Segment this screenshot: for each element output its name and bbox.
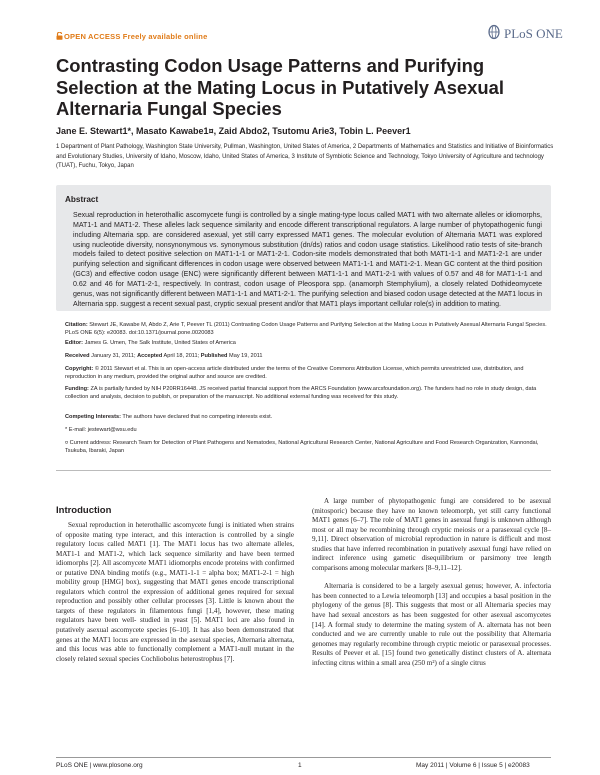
- intro-paragraph: Sexual reproduction in heterothallic ascomycete fungi is initiated when strains of opposite mating type interact, and this interaction is controlled by a single regulatory locus called MAT1 [1]. The MAT1 locus has two alternate alleles, MAT1-1 and MAT1-2, which lack sequence similarity and have been termed idiomorphs [2]. All ascomycete MAT1 idiomorphs encode proteins with confirmed or putative DNA binding motifs (e.g., MAT1-1-1 = alpha box; MAT1-2-1 = high mobility group [HMG] box), suggesting that MAT1 genes encode transcriptional regulators which control the expression of additional genes required for sexual reproduction and possibly other cellular processes [3]. Little is known about the targets of these regulators in filamentous fungi [1,4], however, these mating regulators have been well- studied in yeast [5]. MAT1 loci are also found in putatively asexual ascomycete species [6–10]. It has also been demonstrated that genes at the MAT1 locus are expressed in the asexual species, Alternaria alternata, and this locus was able to functionally complement a MAT1-null mutant in the closely related sexual species Cochliobolus heterostrophus [7].: [56, 521, 294, 663]
- affiliations: 1 Department of Plant Pathology, Washington State University, Pullman, Washington, United States of America, 2 Departments of Mathematics and Statistics and Initiative of Bioinformatics and Evolutionary Studies, University of Idaho, Moscow, Idaho, United States of America, 3 Institute of Symbiotic Science and Technology, Tokyo University of Agriculture and technology (TUAT), Fuchu, Tokyo, Japan: [56, 144, 554, 170]
- divider: [56, 470, 551, 471]
- copyright: Copyright: © 2011 Stewart et al. This is an open-access article distributed under the terms of the Creative Commons Attribution License, which permits unrestricted use, distribution, and reproduction in any medium, provided the original author and source are credited.: [65, 366, 524, 381]
- citation: Citation: Stewart JE, Kawabe M, Abdo Z, Arie T, Peever TL (2011) Contrasting Codon Usage Patterns and Purifying Selection at the Mating Locus in Putatively Asexual Alternaria Fungal Species. PLoS ONE 6(5): e20083. doi:10.1371/journal.pone.0020083: [65, 322, 547, 337]
- dates: Received January 31, 2011; Accepted April 18, 2011; Published May 19, 2011: [65, 353, 263, 359]
- funding: Funding: ZA is partially funded by NIH P20RR16448. JS received partial financial support from the ARCS Foundation (www.arcsfoundation.org). The funders had no role in study design, data collection and analysis, decision to publish, or preparation of the manuscript. No additional external funding was received for this study.: [65, 386, 537, 401]
- intro-paragraph: Alternaria is considered to be a largely asexual genus; however, A. infectoria has been connected to a Lewia teleomorph [13] and occupies a basal position in the phylogeny of the genus [8]. This suggests that most or all Alternaria species may have had sexual ancestors as has been suggested for other asexual ascomycetes [14]. A formal study to determine the mating system of A. alternata has not been conducted and we are currently unable to rule out the possibility that Alternaria genomes may regularly recombine through cryptic meiotic or parasexual processes. Results of Peever et al. [15] found two genetically distinct clusters of A. alternata infecting citrus within a small area (250 m²) of a single citrus: [312, 582, 551, 667]
- author-list: Jane E. Stewart1*, Masato Kawabe1¤, Zaid Abdo2, Tsutomu Arie3, Tobin L. Peever1: [56, 126, 411, 136]
- footer-divider: [56, 757, 551, 758]
- right-column: [312, 497, 551, 668]
- author-email: * E-mail: jestewart@wsu.edu: [65, 427, 137, 433]
- abstract-text: Sexual reproduction in heterothallic ascomycete fungi is controlled by a single mating-type locus called MAT1 with two alternate alleles or idiomorphs, MAT1-1 and MAT1-2. These alleles lack sequence similarity and encode different transcriptional regulators. A large number of phytopathogenic fungi including Alternaria spp. are considered asexual, yet still carry expressed MAT1 genes. The molecular evolution of Alternaria MAT1 was explored using nucleotide diversity, nonsynonymous vs. synonymous substitution (dn/ds) ratios and codon usage statistics. Likelihood ratio tests of site-branch models failed to detect positive selection on MAT1-1-1 or MAT1-2-1. Codon-site models demonstrated that both MAT1-1-1 and MAT1-2-1 are under purifying selection and significant differences in codon usage were observed between MAT1-1-1 and MAT1-2-1. Mean GC content at the third position (GC3) and effective codon usage (ENC) were significantly different between MAT1-1-1 and MAT1-2-1 with values of 0.57 and 48 for MAT1-1-1 and 0.62 and 46 for MAT1-2-1, respectively. In contrast, codon usage of Pleospora spp. (anamorph Stemphylium), a closely related Dothideomycete genus, was not significantly different between MAT1-1-1 and MAT1-2-1. The purifying selection and biased codon usage detected at the MAT1 locus in Alternaria spp. suggest a recent sexual past, cryptic sexual present and/or that MAT1 plays important cellular role(s) in addition to mating.: [73, 212, 542, 308]
- current-address: ¤ Current address: Research Team for Detection of Plant Pathogens and Nematodes, National Agricultural Research Center, National Agriculture and Food Research Organization, Kannondai, Tsukuba, Ibaraki, Japan: [65, 440, 539, 455]
- plos-one-icon: [486, 24, 502, 42]
- open-access-banner: [56, 32, 207, 41]
- plos-one-logo: [486, 24, 563, 44]
- competing-interests: Competing Interests: The authors have declared that no competing interests exist.: [65, 414, 273, 420]
- page-number: 1: [298, 762, 302, 769]
- left-column: [56, 521, 294, 664]
- abstract-heading: Abstract: [65, 195, 99, 204]
- abstract-box: [56, 185, 551, 311]
- open-access-label: OPEN ACCESS Freely available online: [64, 32, 208, 41]
- article-title: Contrasting Codon Usage Patterns and Purifying Selection at the Mating Locus in Putatively Asexual Alternaria Fungal Species: [56, 55, 504, 119]
- footer-issue: May 2011 | Volume 6 | Issue 5 | e20083: [416, 762, 530, 769]
- footer-journal: PLoS ONE | www.plosone.org: [56, 762, 143, 769]
- editor: Editor: James G. Umen, The Salk Institute, United States of America: [65, 340, 236, 346]
- introduction-heading: Introduction: [56, 505, 112, 516]
- intro-paragraph: A large number of phytopathogenic fungi are considered to be asexual (mitosporic) because they have no known teleomorph, yet still carry functional MAT1 genes [6–7]. The role of MAT1 genes in asexual fungi is unknown although most or all may be recombining through cryptic meiosis or a parasexual cycle [8–9,11]. Direct observation of microbial reproduction in nature is difficult and most studies that have inferred recombination in putatively asexual fungi have relied on indirect inference using gametic disequilibrium or parsimony tree length comparisons among molecular markers [8–9,11–12].: [312, 497, 551, 572]
- open-lock-icon: [56, 32, 63, 40]
- journal-logo-text: PLoS ONE: [504, 26, 563, 41]
